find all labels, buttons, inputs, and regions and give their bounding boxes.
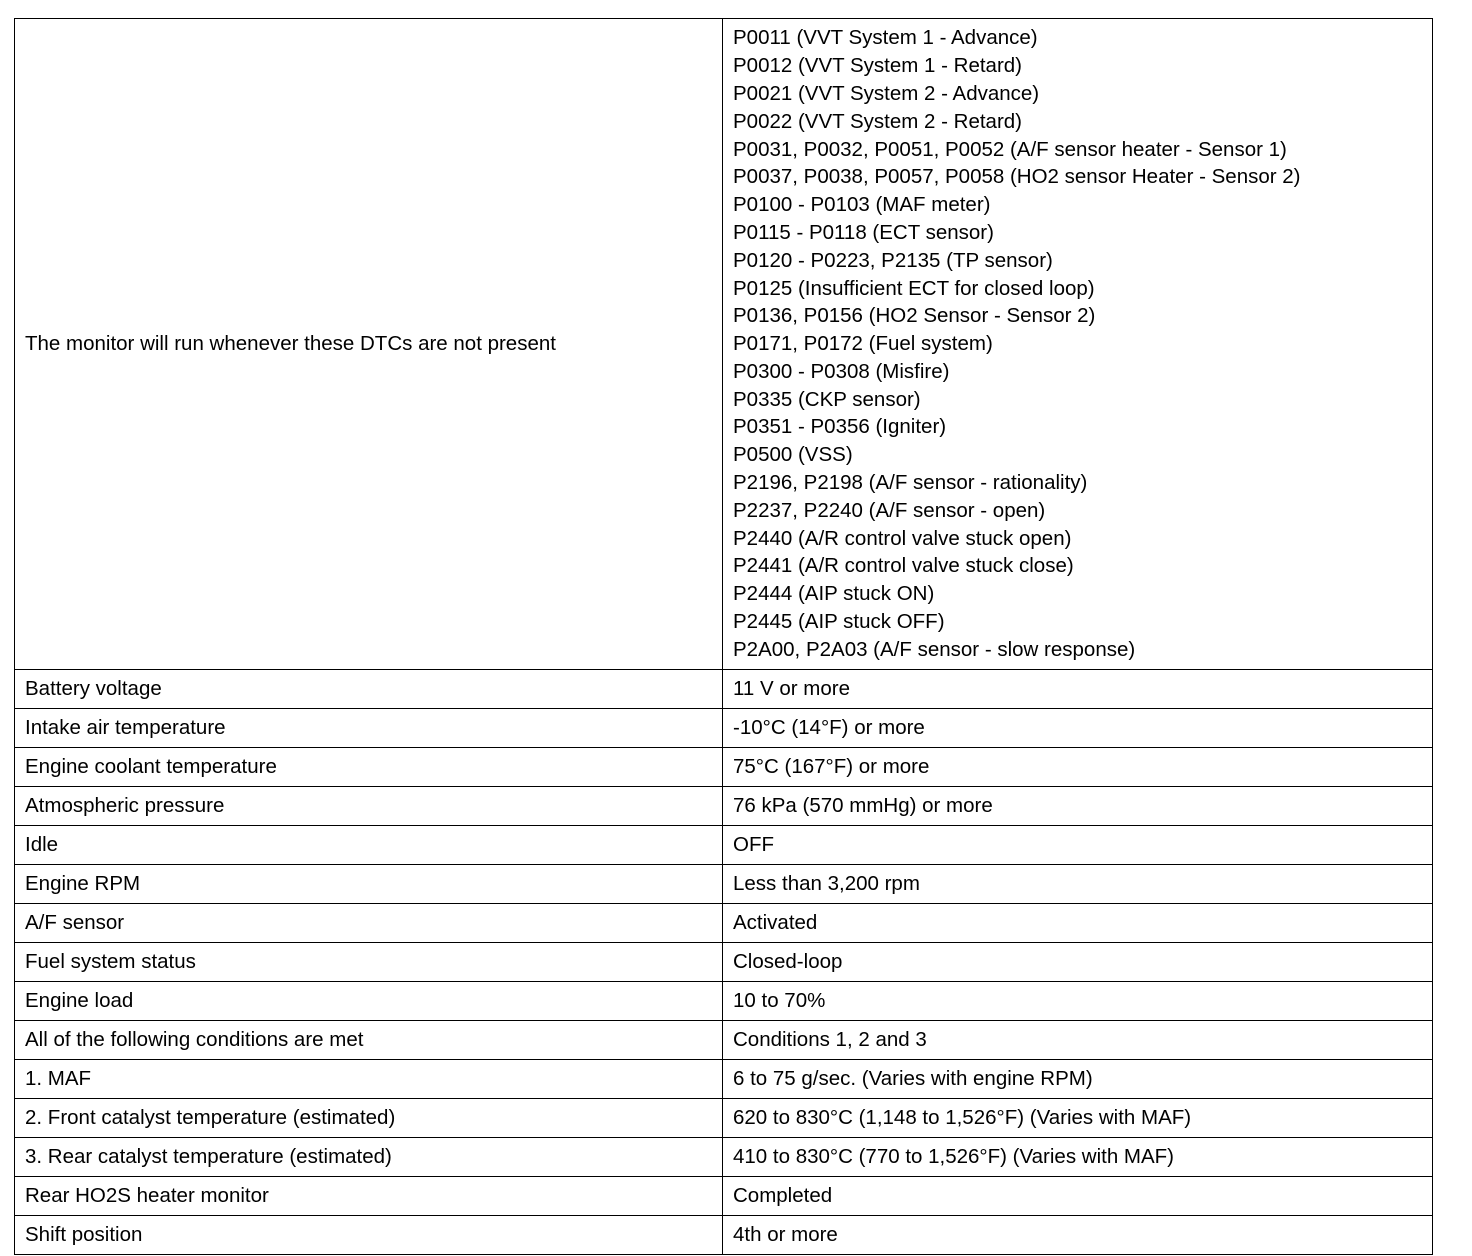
dtc-code: P0500 (VSS) [733,443,853,467]
table-row [15,865,1433,904]
condition-value: 76 kPa (570 mmHg) or more [723,787,1433,826]
dtc-row [15,19,1433,670]
condition-label: 3. Rear catalyst temperature (estimated) [15,1138,723,1177]
condition-label: Engine coolant temperature [15,748,723,787]
dtc-code: P0136, P0156 (HO2 Sensor - Sensor 2) [733,304,1096,328]
dtc-code: P2444 (AIP stuck ON) [733,582,935,606]
table-row [15,1021,1433,1060]
table-row [15,982,1433,1021]
dtc-code: P2441 (A/R control valve stuck close) [733,554,1074,578]
condition-value: 75°C (167°F) or more [723,748,1433,787]
condition-label: 2. Front catalyst temperature (estimated) [15,1099,723,1138]
table-row [15,904,1433,943]
dtc-code: P0300 - P0308 (Misfire) [733,359,950,383]
condition-value: Less than 3,200 rpm [723,865,1433,904]
condition-label: Fuel system status [15,943,723,982]
condition-value: Conditions 1, 2 and 3 [723,1021,1433,1060]
dtc-code: P0120 - P0223, P2135 (TP sensor) [733,248,1053,272]
dtc-code: P0100 - P0103 (MAF meter) [733,193,991,217]
condition-label: Engine RPM [15,865,723,904]
dtc-code: P0022 (VVT System 2 - Retard) [733,109,1023,133]
condition-value: 620 to 830°C (1,148 to 1,526°F) (Varies with MAF) [723,1099,1433,1138]
condition-value: Activated [723,904,1433,943]
dtc-code: P2445 (AIP stuck OFF) [733,610,945,634]
condition-label: 1. MAF [15,1060,723,1099]
condition-label: Shift position [15,1216,723,1255]
table-row [15,1060,1433,1099]
dtc-code: P2237, P2240 (A/F sensor - open) [733,498,1046,522]
condition-label: Atmospheric pressure [15,787,723,826]
dtc-row-value [723,19,1433,670]
dtc-code: P2A00, P2A03 (A/F sensor - slow response) [733,637,1136,661]
table-row [15,787,1433,826]
condition-value: Completed [723,1177,1433,1216]
table-body [15,19,1433,1255]
condition-label: Rear HO2S heater monitor [15,1177,723,1216]
condition-value: -10°C (14°F) or more [723,709,1433,748]
condition-value: OFF [723,826,1433,865]
table-row [15,670,1433,709]
dtc-code: P2196, P2198 (A/F sensor - rationality) [733,471,1088,495]
dtc-code: P0037, P0038, P0057, P0058 (HO2 sensor Heater - Sensor 2) [733,165,1301,189]
dtc-code: P0021 (VVT System 2 - Advance) [733,81,1040,105]
table-row [15,1138,1433,1177]
dtc-code: P0031, P0032, P0051, P0052 (A/F sensor heater - Sensor 1) [733,137,1287,161]
table-row [15,1099,1433,1138]
table-row [15,748,1433,787]
condition-label: Idle [15,826,723,865]
table-row [15,709,1433,748]
dtc-code: P0335 (CKP sensor) [733,387,921,411]
dtc-code: P0011 (VVT System 1 - Advance) [733,26,1038,50]
table-row [15,826,1433,865]
dtc-code: P0171, P0172 (Fuel system) [733,332,993,356]
dtc-code: P0351 - P0356 (Igniter) [733,415,947,439]
condition-value: 10 to 70% [723,982,1433,1021]
condition-label: Engine load [15,982,723,1021]
table-row [15,1177,1433,1216]
condition-value: 6 to 75 g/sec. (Varies with engine RPM) [723,1060,1433,1099]
dtc-row-label: The monitor will run whenever these DTCs are not present [15,19,723,670]
condition-value: 410 to 830°C (770 to 1,526°F) (Varies with MAF) [723,1138,1433,1177]
condition-label: A/F sensor [15,904,723,943]
table-row [15,943,1433,982]
condition-value: Closed-loop [723,943,1433,982]
dtc-code: P0012 (VVT System 1 - Retard) [733,54,1023,78]
condition-label: Intake air temperature [15,709,723,748]
dtc-code: P0125 (Insufficient ECT for closed loop) [733,276,1095,300]
condition-value: 11 V or more [723,670,1433,709]
dtc-code: P2440 (A/R control valve stuck open) [733,526,1072,550]
table-row [15,1216,1433,1255]
condition-label: Battery voltage [15,670,723,709]
condition-value: 4th or more [723,1216,1433,1255]
condition-label: All of the following conditions are met [15,1021,723,1060]
dtc-code: P0115 - P0118 (ECT sensor) [733,220,994,244]
monitor-conditions-table [14,18,1433,1255]
dtc-code-list [733,24,1432,663]
